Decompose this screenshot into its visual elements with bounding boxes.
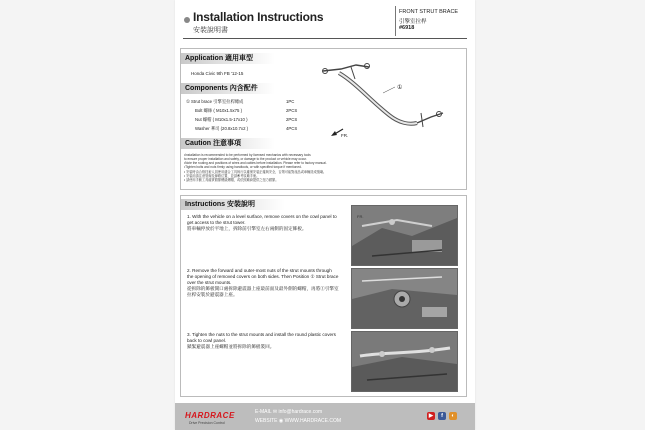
step-number: 3. bbox=[187, 332, 191, 337]
step-1 bbox=[187, 214, 339, 232]
step-1-photo bbox=[351, 205, 458, 266]
header-bullet bbox=[184, 17, 190, 23]
email-row bbox=[255, 409, 322, 415]
product-name-cn: 引擎室拉桿 bbox=[399, 19, 427, 25]
caution-line: • 安裝時由合格技術人員使用適合工具執行以確保安裝正確與安全，否則可能對產品或車輛造成損壞。 bbox=[184, 170, 327, 174]
caution-line: • 請使用手動工具確實鎖緊螺絲螺帽，或依照廠商提供之扭力鎖緊。 bbox=[184, 178, 279, 182]
step-text-cn: 鎖緊避震器上座螺帽並將拆除的飾板裝回。 bbox=[187, 344, 275, 349]
page-subtitle: 安裝說明書 bbox=[193, 27, 228, 34]
facebook-icon[interactable]: f bbox=[438, 412, 446, 420]
instructions-section bbox=[180, 195, 467, 397]
step-text: With the vehicle on a level surface, remove covers on the cowl panel to get access to the strut tower. bbox=[187, 214, 337, 225]
header-divider bbox=[395, 6, 396, 36]
component-qty: 4PCS bbox=[286, 126, 298, 131]
step-text-cn: 從拆除的飾板開口處拆除避震器上座最前面及最外側的螺帽，再將①引擎室拉桿安裝於避震器上座。 bbox=[187, 286, 339, 297]
component-name: Washer 華司 (20.8x10.7x2 ) bbox=[195, 126, 249, 131]
caution-line: to ensure proper installation and safety, or damage to the product or vehicle may occur. bbox=[184, 157, 307, 161]
instruction-sheet bbox=[175, 0, 475, 430]
strut-brace-diagram bbox=[311, 53, 463, 143]
step-text: Tighten the nuts to the strut mounts and install the round plastic covers back to cowl panel. bbox=[187, 332, 336, 343]
caution-line: • 安裝前請注意管線及線路位置，並請參考原廠手冊。 bbox=[184, 174, 260, 178]
page-title: Installation Instructions bbox=[193, 10, 324, 24]
component-name: ① Strut brace 引擎室拉桿總成 bbox=[186, 99, 244, 104]
step-number: 2. bbox=[187, 268, 191, 273]
caution-line: •Tighten bolts and nuts firmly using handtools, or with specified torque if mentioned. bbox=[184, 165, 302, 169]
part-callout: ① bbox=[397, 84, 403, 91]
brand-logo: HARDRACE bbox=[185, 411, 235, 420]
components-heading: Components 內含配件 bbox=[181, 83, 275, 94]
weibo-icon[interactable]: ◐ bbox=[449, 412, 457, 420]
fr-label: FR. bbox=[357, 214, 364, 219]
email-label: E-MAIL bbox=[255, 409, 272, 415]
step-3-photo bbox=[351, 331, 458, 392]
brand-tagline: Drive Precision Control bbox=[189, 421, 225, 425]
spec-section bbox=[180, 48, 467, 190]
caution-line: •Note the routing and positions of wires and cables before installation. Please refer to factory manual. bbox=[184, 161, 327, 165]
step-text: Remove the forward and outer-most nuts of the strut mounts through the opening of removed covers on both sides. Then Position ① Strut brace over the strut mounts. bbox=[187, 268, 339, 285]
vehicle-application: Honda Civic 9th FB '12-15 bbox=[191, 71, 244, 76]
component-qty: 1PC bbox=[286, 99, 295, 104]
footer bbox=[175, 403, 475, 430]
caution-line: •Installation is recommended to be performed by licensed mechanics with necessary tools bbox=[184, 153, 311, 157]
step-text-cn: 將車輛停放於平地上，拆除前引擎室左右兩側的固定飾板。 bbox=[187, 226, 307, 231]
component-qty: 2PCS bbox=[286, 117, 298, 122]
caution-heading: Caution 注意事項 bbox=[181, 138, 275, 149]
website-label: WEBSITE bbox=[255, 418, 278, 424]
youtube-icon[interactable]: ▶ bbox=[428, 413, 434, 419]
email-link[interactable]: info@hardrace.com bbox=[278, 409, 323, 415]
step-2 bbox=[187, 268, 339, 298]
step-number: 1. bbox=[187, 214, 191, 219]
component-name: Bolt 螺絲 ( M10x1.5x75 ) bbox=[195, 108, 243, 113]
step-3 bbox=[187, 332, 339, 350]
mail-icon: ✉ bbox=[272, 409, 278, 415]
component-name: Nut 螺帽 ( M10x1.5-17x10 ) bbox=[195, 117, 248, 122]
header-rule bbox=[183, 38, 467, 39]
website-link[interactable]: WWW.HARDRACE.COM bbox=[284, 418, 342, 424]
step-2-photo bbox=[351, 268, 458, 329]
application-heading: Application 適用車型 bbox=[181, 53, 275, 64]
part-number: #6918 bbox=[399, 25, 415, 31]
website-row bbox=[255, 418, 341, 424]
instructions-heading: Instructions 安裝說明 bbox=[181, 199, 285, 210]
globe-icon: ◉ bbox=[278, 418, 284, 424]
product-name: FRONT STRUT BRACE bbox=[399, 9, 459, 15]
component-qty: 2PCS bbox=[286, 108, 298, 113]
front-arrow-label: FR. bbox=[341, 133, 349, 138]
